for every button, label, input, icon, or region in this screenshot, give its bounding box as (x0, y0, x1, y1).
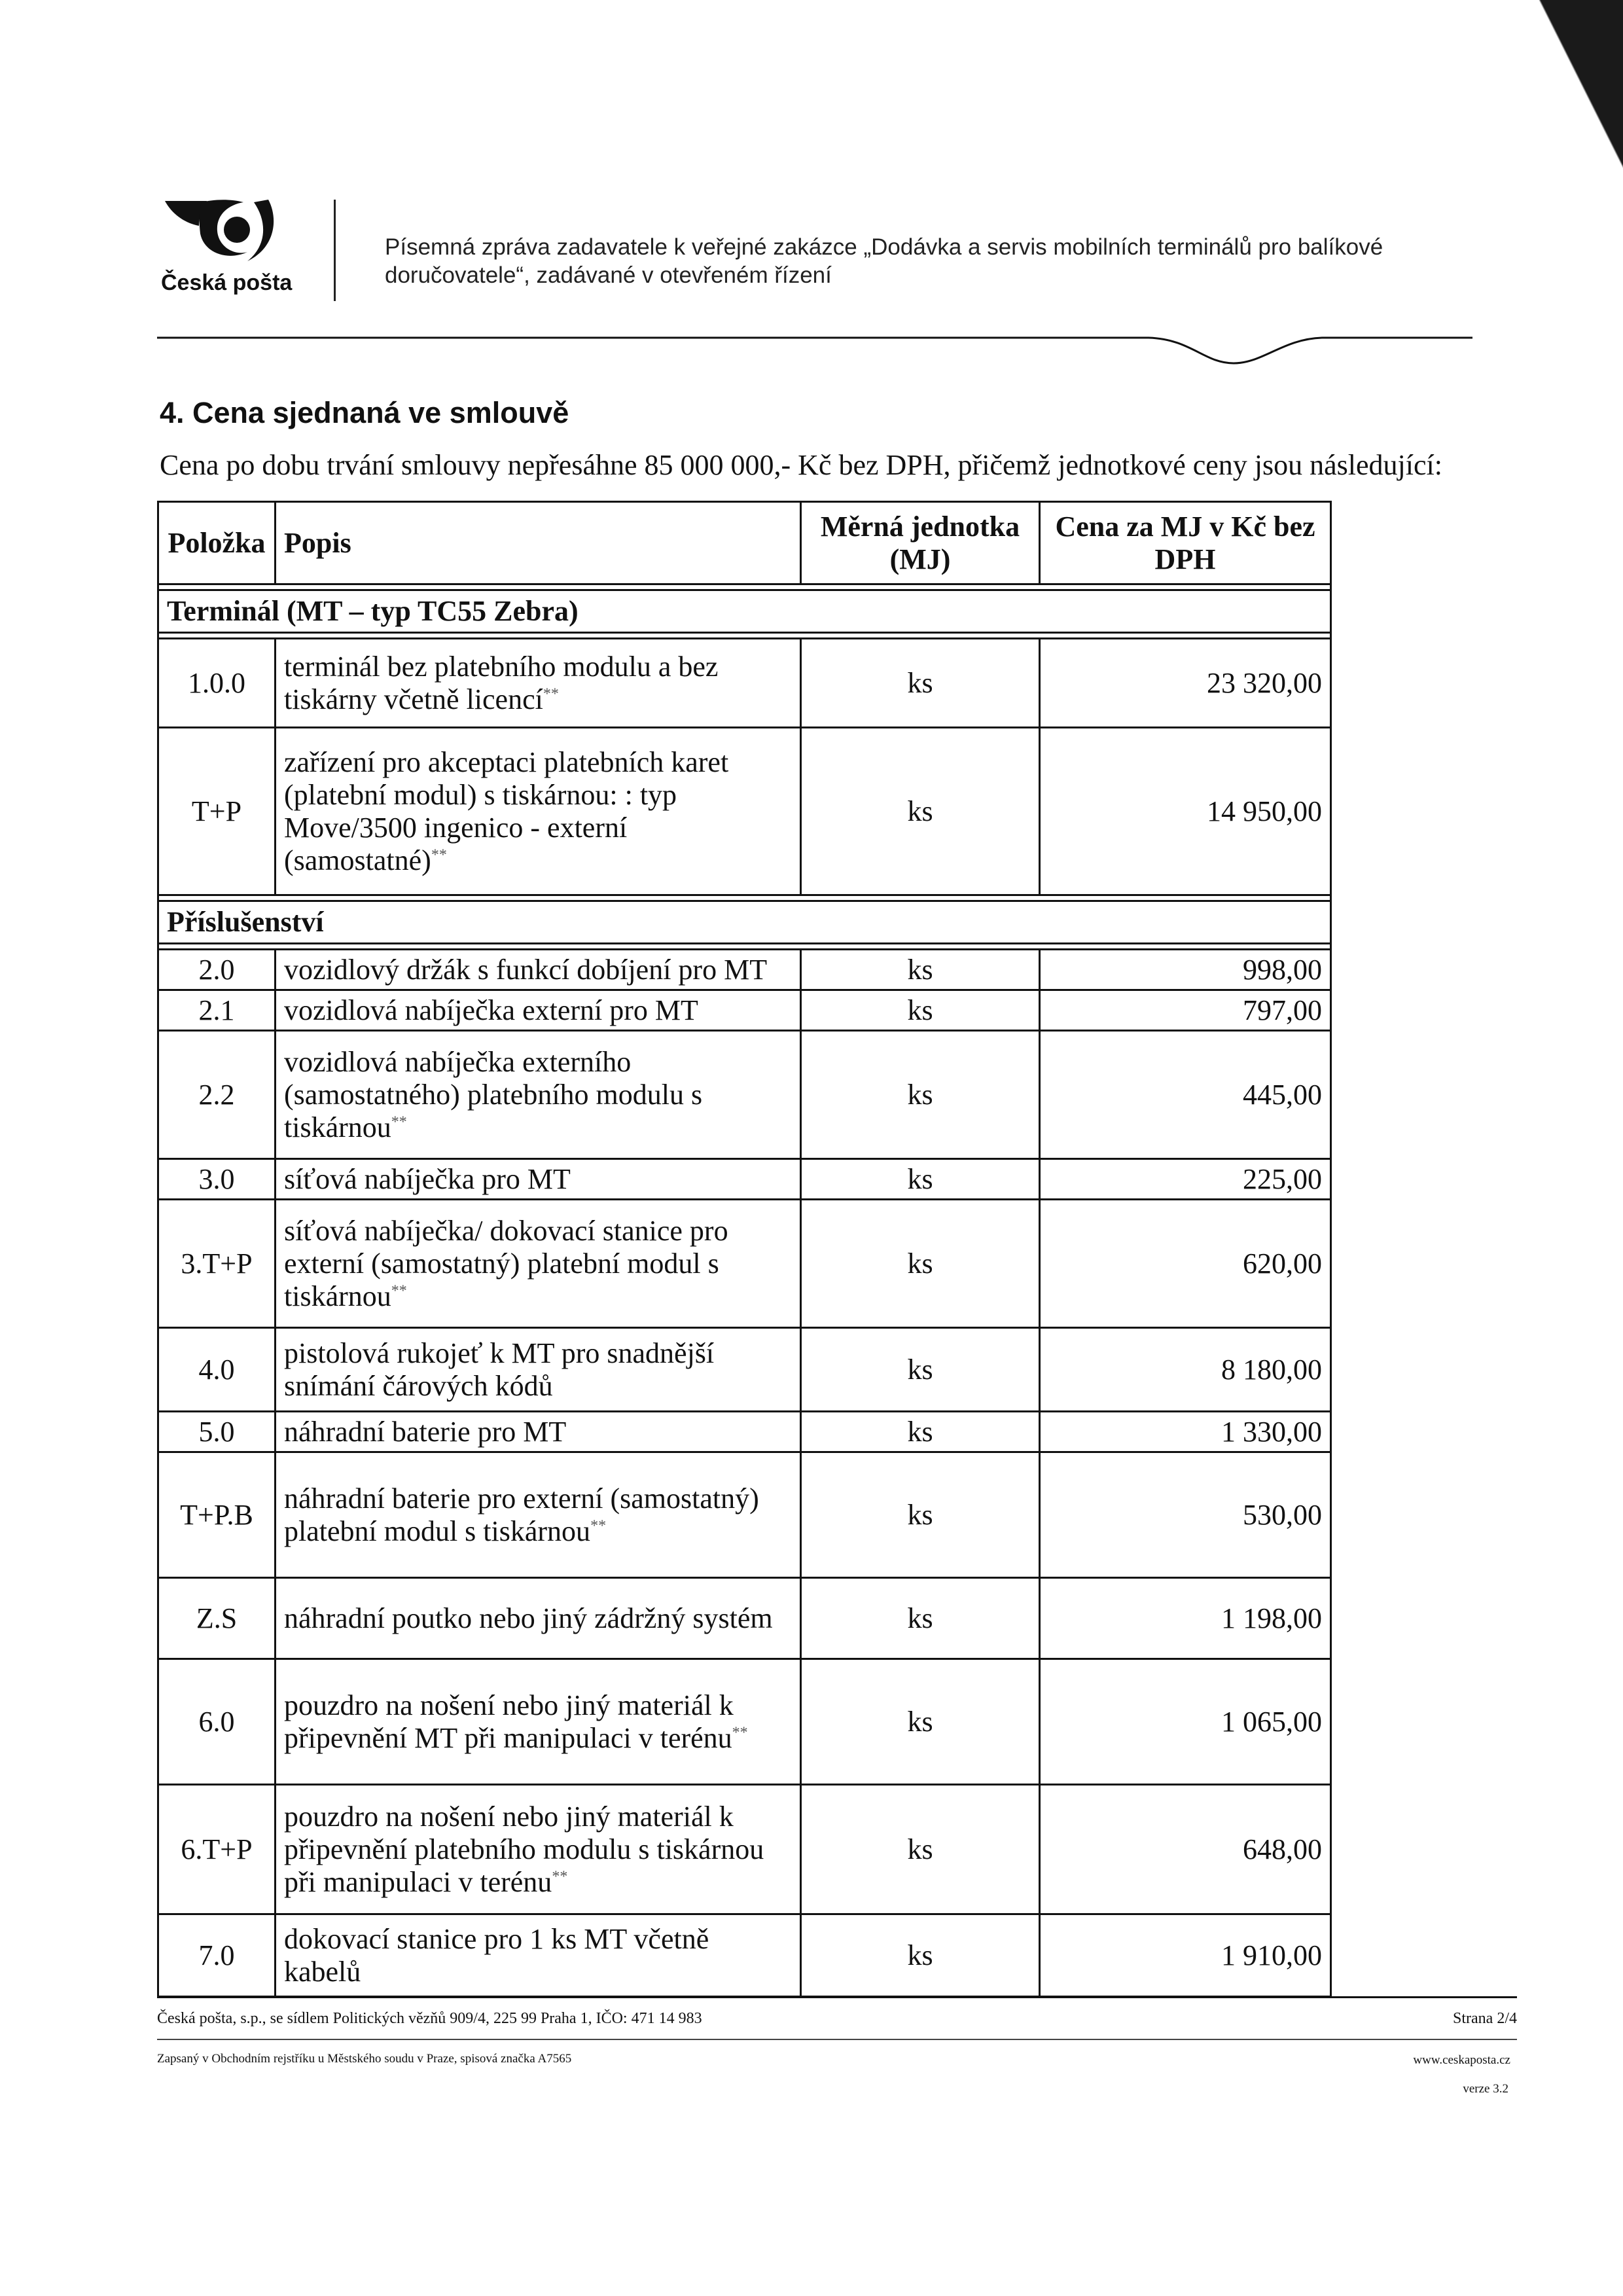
item-unit: ks (801, 728, 1040, 895)
group-label: Terminál (MT – typ TC55 Zebra) (158, 590, 1331, 633)
post-horn-icon (156, 193, 300, 268)
item-id: 2.1 (158, 990, 276, 1031)
item-description: náhradní poutko nebo jiný zádržný systém (276, 1578, 801, 1659)
section-heading: 4. Cena sjednaná ve smlouvě (160, 396, 569, 429)
item-description: síťová nabíječka pro MT (276, 1159, 801, 1200)
scan-corner-shadow (1525, 0, 1623, 196)
item-id: 2.0 (158, 950, 276, 990)
item-unit: ks (801, 1578, 1040, 1659)
item-id: T+P.B (158, 1452, 276, 1578)
item-unit: ks (801, 1159, 1040, 1200)
footer-rule-thin (157, 2039, 1517, 2040)
item-description: vozidlová nabíječka externí pro MT (276, 990, 801, 1031)
item-id: 3.0 (158, 1159, 276, 1200)
item-price: 1 910,00 (1040, 1914, 1331, 1997)
item-unit: ks (801, 1785, 1040, 1914)
item-id: 5.0 (158, 1412, 276, 1452)
table-row (158, 1031, 1331, 1159)
item-id: 3.T+P (158, 1200, 276, 1328)
item-price: 1 198,00 (1040, 1578, 1331, 1659)
item-price: 1 330,00 (1040, 1412, 1331, 1452)
item-price: 1 065,00 (1040, 1659, 1331, 1785)
item-id: 1.0.0 (158, 639, 276, 728)
table-separator (158, 895, 1331, 901)
price-table (157, 501, 1332, 1998)
logo-text: Česká pošta (161, 270, 293, 295)
item-id: 2.2 (158, 1031, 276, 1159)
item-description: dokovací stanice pro 1 ks MT včetně kabelů (276, 1914, 801, 1997)
table-row (158, 728, 1331, 895)
item-id: 6.0 (158, 1659, 276, 1785)
item-unit: ks (801, 1328, 1040, 1412)
item-description: terminál bez platebního modulu a bez tiskárny včetně licencí** (276, 639, 801, 728)
header-unit: Měrná jednotka (MJ) (801, 502, 1040, 584)
item-price: 23 320,00 (1040, 639, 1331, 728)
item-unit: ks (801, 990, 1040, 1031)
header-divider (334, 200, 336, 301)
item-id: 4.0 (158, 1328, 276, 1412)
item-price: 14 950,00 (1040, 728, 1331, 895)
table-row (158, 639, 1331, 728)
table-header-row (158, 502, 1331, 584)
footer-registry: Zapsaný v Obchodním rejstříku u Městského soudu v Praze, spisová značka A7565 (157, 2052, 572, 2066)
item-price: 998,00 (1040, 950, 1331, 990)
footer-company: Česká pošta, s.p., se sídlem Politických vězňů 909/4, 225 99 Praha 1, IČO: 471 14 983 (157, 2010, 702, 2027)
group-accessories (158, 901, 1331, 944)
ceska-posta-logo (156, 193, 300, 304)
group-label: Příslušenství (158, 901, 1331, 944)
item-description: náhradní baterie pro MT (276, 1412, 801, 1452)
item-description: vozidlový držák s funkcí dobíjení pro MT (276, 950, 801, 990)
footer-page-number: Strana 2/4 (1453, 2010, 1517, 2027)
footer-rule (157, 1996, 1517, 1998)
item-unit: ks (801, 1200, 1040, 1328)
header-item: Položka (158, 502, 276, 584)
item-price: 225,00 (1040, 1159, 1331, 1200)
item-description: pouzdro na nošení nebo jiný materiál k připevnění platebního modulu s tiskárnou při manipulaci v terénu** (276, 1785, 801, 1914)
item-description: síťová nabíječka/ dokovací stanice pro externí (samostatný) platební modul s tiskárnou** (276, 1200, 801, 1328)
item-price: 797,00 (1040, 990, 1331, 1031)
table-row (158, 950, 1331, 990)
item-unit: ks (801, 1659, 1040, 1785)
header-title: Písemná zpráva zadavatele k veřejné zakázce „Dodávka a servis mobilních terminálů pro balíkové doručovatele“, zadávané v otevřeném řízení (385, 234, 1383, 288)
table-separator (158, 633, 1331, 639)
item-description: pouzdro na nošení nebo jiný materiál k připevnění MT při manipulaci v terénu** (276, 1659, 801, 1785)
table-row (158, 1452, 1331, 1578)
footer-version: verze 3.2 (1463, 2082, 1508, 2096)
item-unit: ks (801, 1914, 1040, 1997)
intro-text: Cena po dobu trvání smlouvy nepřesáhne 85 000 000,- Kč bez DPH, přičemž jednotkové ceny jsou následující: (160, 449, 1442, 481)
footer-website: www.ceskaposta.cz (1413, 2053, 1510, 2067)
table-separator (158, 584, 1331, 590)
item-id: 7.0 (158, 1914, 276, 1997)
item-description: vozidlová nabíječka externího (samostatného) platebního modulu s tiskárnou** (276, 1031, 801, 1159)
item-unit: ks (801, 1412, 1040, 1452)
table-row (158, 1328, 1331, 1412)
table-row (158, 1785, 1331, 1914)
item-id: 6.T+P (158, 1785, 276, 1914)
item-unit: ks (801, 1031, 1040, 1159)
table-row (158, 1914, 1331, 1997)
item-description: náhradní baterie pro externí (samostatný) platební modul s tiskárnou** (276, 1452, 801, 1578)
table-row (158, 1200, 1331, 1328)
item-price: 530,00 (1040, 1452, 1331, 1578)
header-description: Popis (276, 502, 801, 584)
table-row (158, 1159, 1331, 1200)
group-terminal (158, 590, 1331, 633)
table-row (158, 990, 1331, 1031)
header-price: Cena za MJ v Kč bez DPH (1040, 502, 1331, 584)
table-row (158, 1412, 1331, 1452)
table-row (158, 1659, 1331, 1785)
table-separator (158, 944, 1331, 950)
item-price: 8 180,00 (1040, 1328, 1331, 1412)
item-unit: ks (801, 950, 1040, 990)
header-rule (157, 331, 1472, 370)
item-price: 648,00 (1040, 1785, 1331, 1914)
table-row (158, 1578, 1331, 1659)
item-description: zařízení pro akceptaci platebních karet (platební modul) s tiskárnou: : typ Move/3500 ingenico - externí (samostatné)** (276, 728, 801, 895)
item-description: pistolová rukojeť k MT pro snadnější snímání čárových kódů (276, 1328, 801, 1412)
item-id: T+P (158, 728, 276, 895)
item-unit: ks (801, 1452, 1040, 1578)
item-price: 445,00 (1040, 1031, 1331, 1159)
item-price: 620,00 (1040, 1200, 1331, 1328)
item-id: Z.S (158, 1578, 276, 1659)
item-unit: ks (801, 639, 1040, 728)
